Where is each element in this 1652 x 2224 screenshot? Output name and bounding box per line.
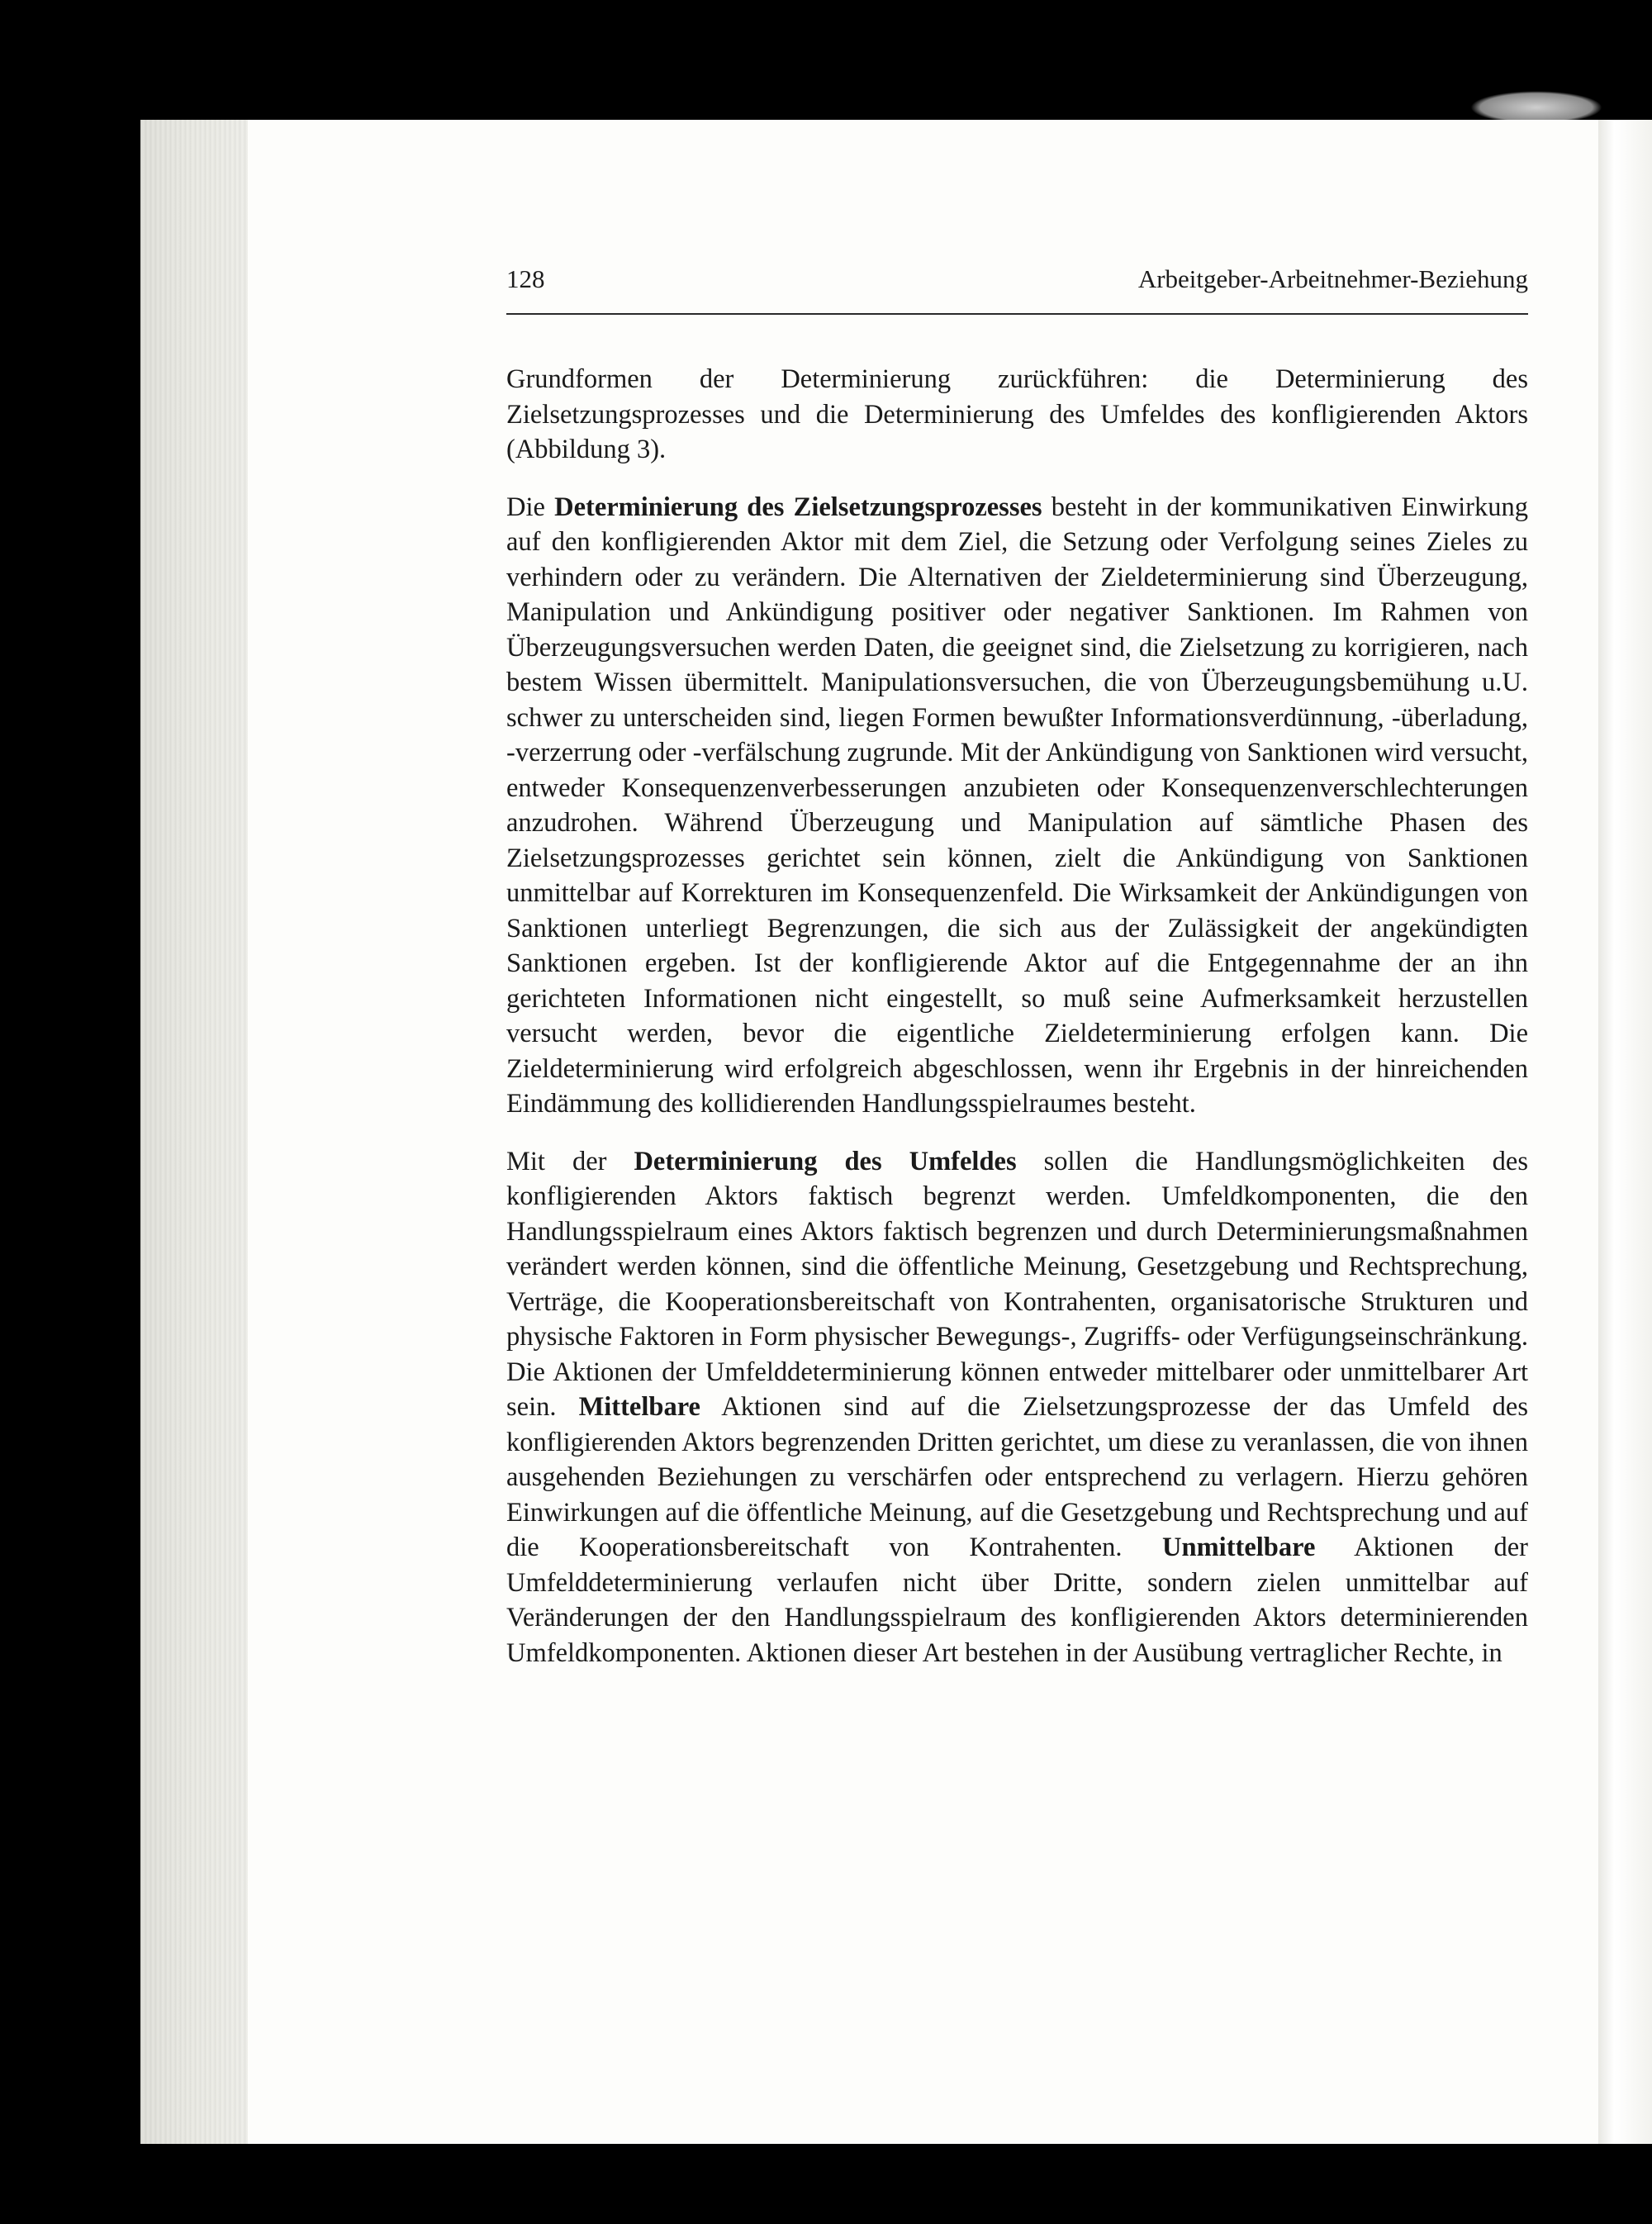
paragraph-2-text: besteht in der kommunikativen Einwirkung auf den konfligierenden Aktor mit dem Ziel, die Setzung oder Verfolgung seines Zieles zu verhindern oder zu verändern. Die Alternativen der Zieldeterminierung sind Überzeugung, Manipulation und Ankündigung positiver oder negativer Sanktionen. Im Rahmen von Überzeugungsversuchen werden Daten, die geeignet sind, die Zielsetzung zu korrigieren, nach bestem Wissen übermittelt. Manipulationsversuchen, die von Überzeugungsbemühung u.U. schwer zu unterscheiden sind, liegen Formen bewußter Informationsverdünnung, -überladung, -verzerrung oder -verfälschung zugrunde. Mit der Ankündigung von Sanktionen wird versucht, entweder Konsequenzenverbesserungen anzubieten oder Konsequenzenverschlechterungen anzudrohen. Während Überzeugung und Manipulation auf sämtliche Phasen des Zielsetzungsprozesses gerichtet sein können, zielt die Ankündigung von Sanktionen unmittelbar auf Korrekturen im Konsequenzenfeld. Die Wirksamkeit der Ankündigungen von Sanktionen unterliegt Begrenzungen, die sich aus der Zulässigkeit der angekündigten Sanktionen ergeben. Ist der konfligierende Aktor auf die Entgegennahme der an ihn gerichteten Informationen nicht eingestellt, so muß seine Aufmerksamkeit herzustellen versucht werden, bevor die eigentliche Zieldeterminierung erfolgen kann. Die Zieldeterminierung wird erfolgreich abgeschlossen, wenn ihr Ergebnis in der hinreichenden Eindämmung des kollidierenden Handlungsspielraumes besteht. [506,492,1528,1119]
term-unmittelbare: Unmittelbare [1162,1533,1316,1562]
paragraph-2-intro: Die [506,492,555,522]
paragraph-3 [506,1144,1528,1671]
term-zielsetzungsprozess: Determinierung des Zielsetzungsprozesses [554,492,1042,522]
page-curl [1470,91,1602,124]
paragraph-1 [506,362,1528,468]
page-edges-left [140,120,248,2144]
paragraph-3-text-c: Aktionen der Umfelddeterminierung verlaufen nicht über Dritte, sondern zielen unmittelbar auf Veränderungen der den Handlungsspielraum des konfligierenden Aktors determinierenden Umfeldkomponenten. Aktionen dieser Art bestehen in der Ausübung vertraglicher Rechte, in [506,1533,1528,1668]
running-header [506,264,1528,294]
term-umfeld: Determinierung des Umfeldes [634,1146,1017,1176]
running-title: Arbeitgeber-Arbeitnehmer-Beziehung [1137,264,1528,293]
page-number: 128 [506,264,545,293]
page-edges-right [1598,120,1652,2144]
header-rule [506,313,1528,315]
paragraph-3-text-b: Aktionen sind auf die Zielsetzungsprozesse der das Umfeld des konfligierenden Aktors begrenzenden Dritten gerichtet, um diese zu veranlassen, die von ihnen ausgehenden Beziehungen zu verschärfen oder entsprechend zu verlagern. Hierzu gehören Einwirkungen auf die öffentliche Meinung, auf die Gesetzgebung und Rechtsprechung und auf die Kooperationsbereitschaft von Kontrahenten. [506,1392,1528,1562]
paragraph-2 [506,490,1528,1122]
body-text [506,362,1528,1693]
term-mittelbare: Mittelbare [578,1392,700,1422]
paragraph-1-text: Grundformen der Determinierung zurückführen: die Determinierung des Zielsetzungsprozesses und die Determinierung des Umfeldes des konfligierenden Aktors (Abbildung 3). [506,364,1528,464]
paragraph-3-text-a: sollen die Handlungsmöglichkeiten des konfligierenden Aktors faktisch begrenzt werden. Umfeldkomponenten, die den Handlungsspielraum eines Aktors faktisch begrenzen und durch Determinierungsmaßnahmen verändert werden können, sind die öffentliche Meinung, Gesetzgebung und Rechtsprechung, Verträge, die Kooperationsbereitschaft von Kontrahenten, organisatorische Strukturen und physische Faktoren in Form physischer Bewegungs-, Zugriffs- oder Verfügungseinschränkung. Die Aktionen der Umfelddeterminierung können entweder mittelbarer oder unmittelbarer Art sein. [506,1146,1528,1422]
paragraph-3-intro: Mit der [506,1146,634,1176]
